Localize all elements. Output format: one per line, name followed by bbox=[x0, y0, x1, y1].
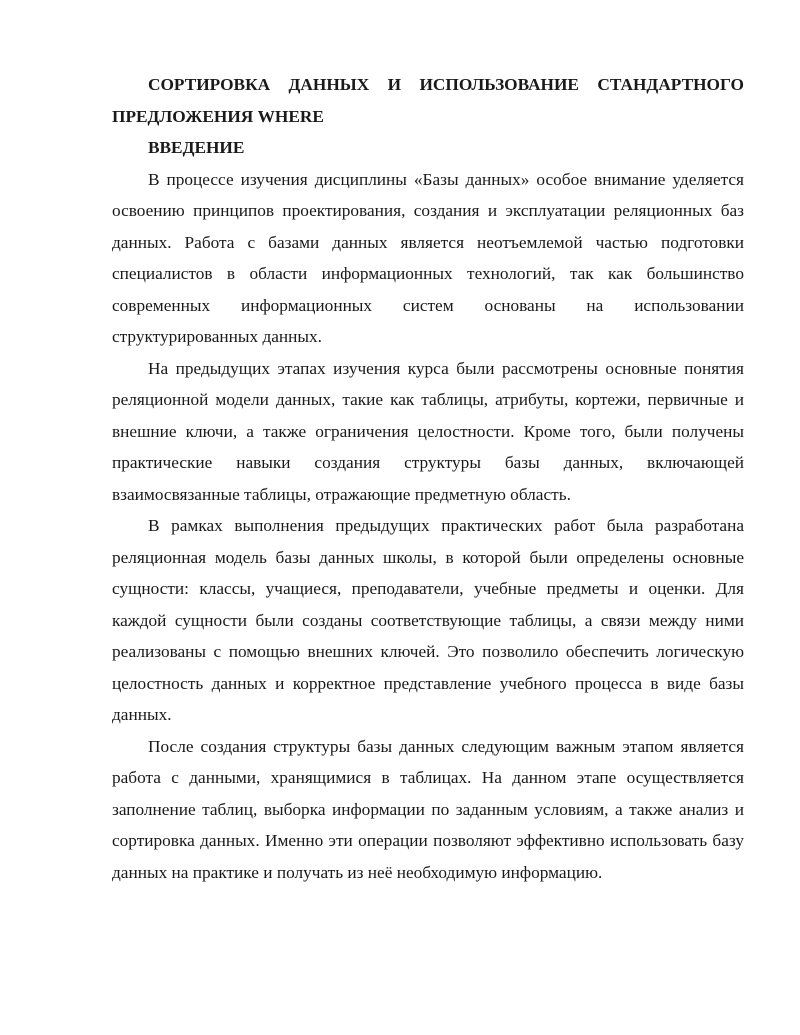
document-title: СОРТИРОВКА ДАННЫХ И ИСПОЛЬЗОВАНИЕ СТАНДАРТНОГО ПРЕДЛОЖЕНИЯ WHERE bbox=[112, 75, 744, 126]
document-page bbox=[112, 69, 744, 888]
paragraph-1: В процессе изучения дисциплины «Базы данных» особое внимание уделяется освоению принципов проектирования, создания и эксплуатации реляционных баз данных. Работа с базами данных является неотъемлемой частью подготовки специалистов в области информационных технологий, так как большинство современных информационных систем основаны на использовании структурированных данных. bbox=[112, 169, 744, 346]
paragraph-4: После создания структуры базы данных следующим важным этапом является работа с данными, хранящимися в таблицах. На данном этапе осуществляется заполнение таблиц, выборка информации по заданным условиям, а также анализ и сортировка данных. Именно эти операции позволяют эффективно использовать базу данных на практике и получать из неё необходимую информацию. bbox=[112, 736, 744, 882]
paragraph-2: На предыдущих этапах изучения курса были рассмотрены основные понятия реляционной модели данных, такие как таблицы, атрибуты, кортежи, первичные и внешние ключи, а также ограничения целостности. Кроме того, были получены практические навыки создания структуры базы данных, включающей взаимосвязанные таблицы, отражающие предметную область. bbox=[112, 358, 744, 504]
section-heading: ВВЕДЕНИЕ bbox=[148, 138, 245, 157]
paragraph-3: В рамках выполнения предыдущих практических работ была разработана реляционная модель базы данных школы, в которой были определены основные сущности: классы, учащиеся, преподаватели, учебные предметы и оценки. Для каждой сущности были созданы соответствующие таблицы, а связи между ними реализованы с помощью внешних ключей. Это позволило обеспечить логическую целостность данных и корректное представление учебного процесса в виде базы данных. bbox=[112, 516, 744, 724]
